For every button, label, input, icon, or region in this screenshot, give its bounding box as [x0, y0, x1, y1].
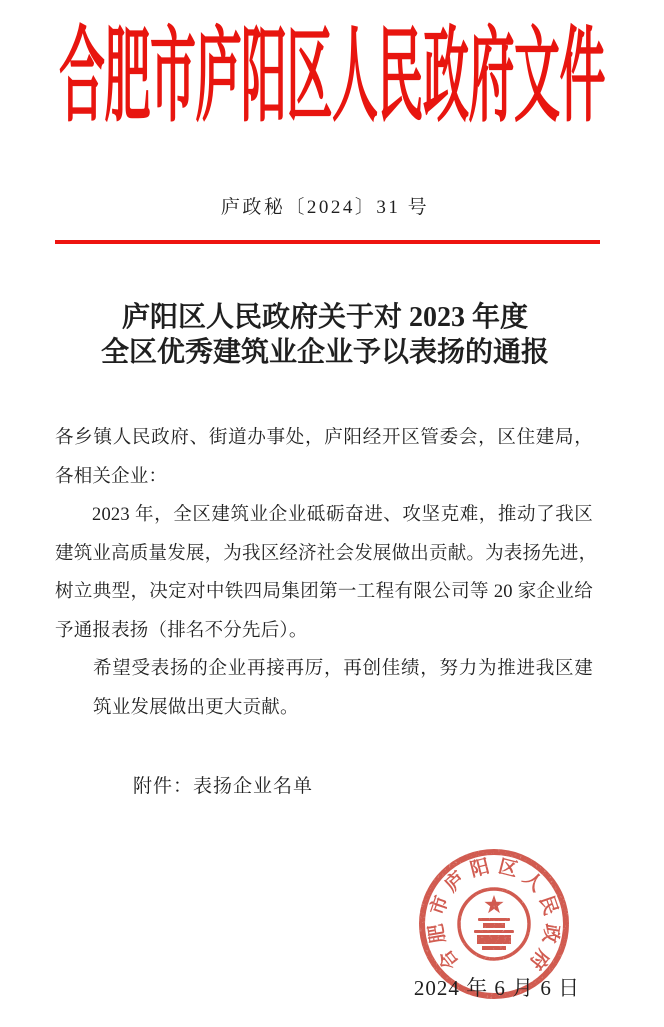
body-line: 希望受表扬的企业再接再厉，再创佳绩，努力为推进我区建	[93, 659, 593, 679]
document-body	[55, 419, 598, 727]
seal-char: 人	[518, 867, 547, 897]
body-line: 2023 年，全区建筑业企业砥砺奋进、攻坚克难，推动了我区	[92, 505, 593, 525]
body-line: 予通报表扬（排名不分先后）。	[55, 620, 308, 641]
seal-char: 合	[434, 945, 464, 974]
seal-char: 阳	[468, 856, 492, 882]
attachment-note: 附件：表扬企业名单	[133, 776, 314, 797]
body-line: 各相关企业：	[55, 466, 168, 487]
seal-char: 府	[524, 945, 554, 974]
national-emblem-icon	[459, 889, 529, 959]
seal-char: 民	[534, 893, 561, 918]
seal-char: 政	[538, 922, 563, 945]
body-line: 各乡镇人民政府、街道办事处，庐阳经开区管委会，区住建局，	[55, 428, 593, 448]
seal-char: 庐	[441, 867, 470, 897]
body-line: 筑业发展做出更大贡献。	[93, 697, 299, 718]
document-number: 庐政秘〔2024〕31 号	[220, 197, 430, 218]
seal-char: 肥	[425, 922, 450, 945]
body-line: 建筑业高质量发展，为我区经济社会发展做出贡献。为表扬先进，	[55, 543, 598, 564]
document-title-line2: 全区优秀建筑业企业予以表扬的通报	[100, 337, 549, 368]
document-title-line1: 庐阳区人民政府关于对 2023 年度	[121, 302, 528, 333]
issue-date: 2024 年 6 月 6 日	[413, 976, 581, 1000]
letterhead-title: 合肥市庐阳区人民政府文件	[59, 19, 605, 134]
star-icon	[484, 895, 503, 913]
body-line: 树立典型，决定对中铁四局集团第一工程有限公司等 20 家企业给	[55, 582, 593, 602]
red-divider-rule	[55, 240, 600, 244]
document-title	[55, 300, 595, 370]
seal-char: 市	[427, 893, 454, 918]
seal-char: 区	[496, 856, 520, 882]
